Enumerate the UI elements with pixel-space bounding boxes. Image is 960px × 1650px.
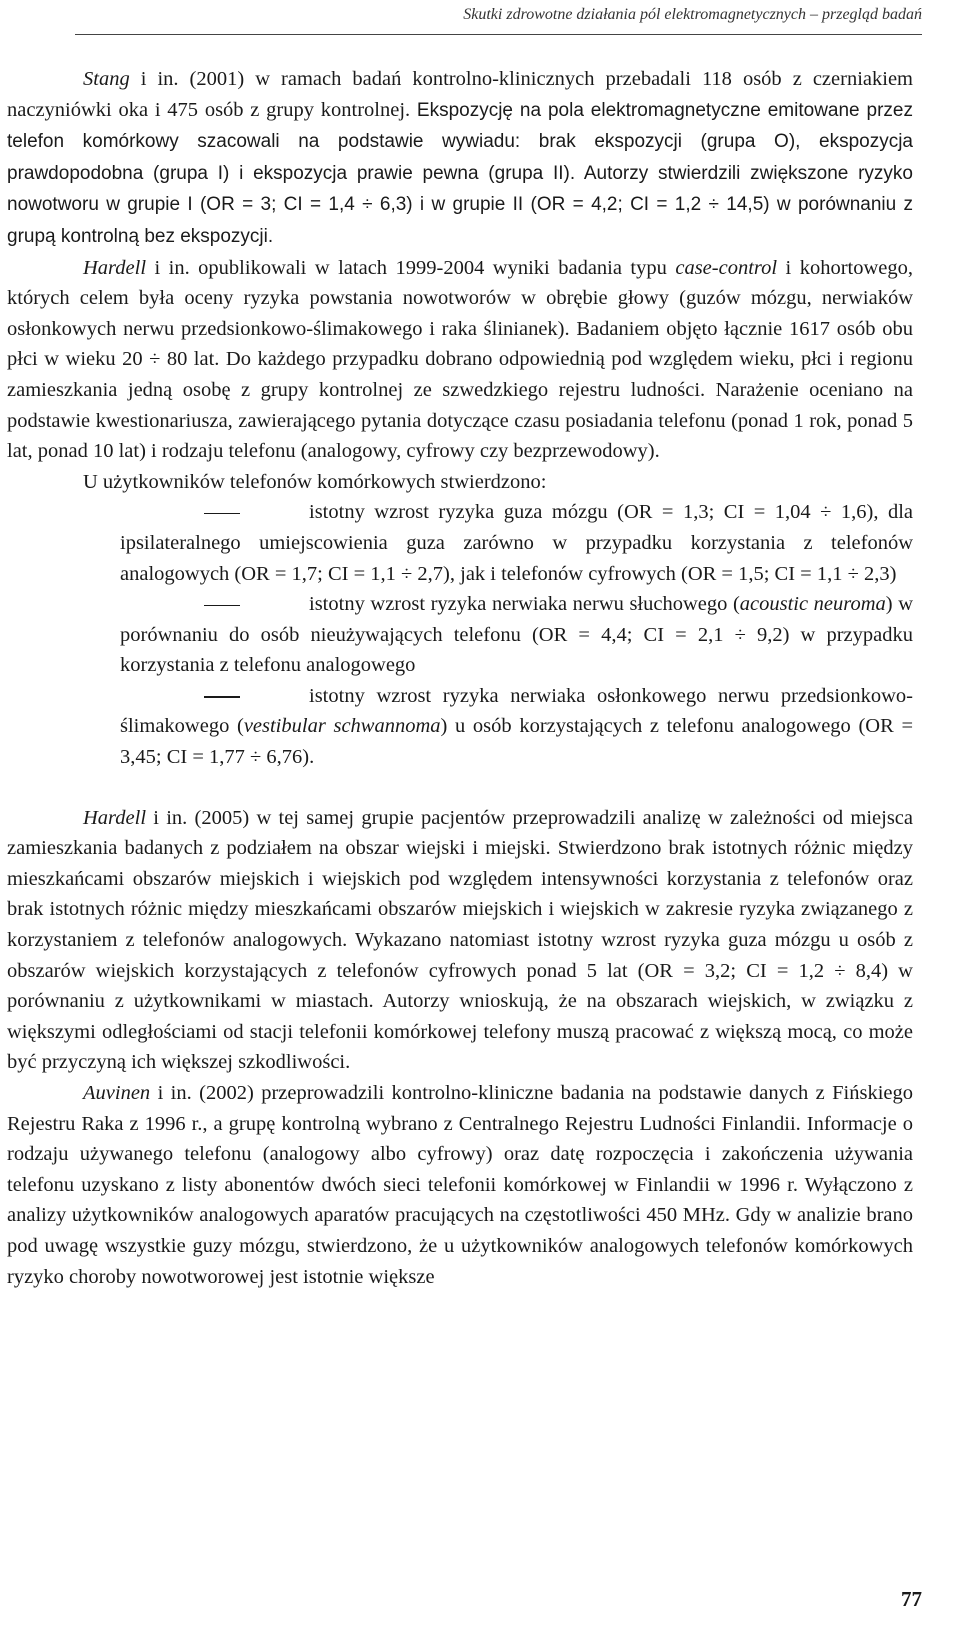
paragraph-text: i in. (2005) w tej samej grupie pacjentów przeprowadzili analizę w zależności od miejsca zamieszkania badanych z podziałem na obszar wiejski i miejski. Stwierdzono brak istotnych różnic między mieszkańcami obszarów miejskich i wiejskich pod względem intensywności korzystania z telefonów oraz brak istotnych różnic między mieszkańcami obszarów miejskich i wiejskich w zakresie ryzyka związanego z korzystaniem z telefonów analogowych. Wykazano natomiast istotny wzrost ryzyka guza mózgu u osób z obszarów wiejskich korzystających z telefonów cyfrowych ponad 5 lat (OR = 3,2; CI = 1,2 ÷ 8,4) w porównaniu z użytkownikami w miastach. Autorzy wnioskują, że na obszarach wiejskich, w związku z większymi odległościami od stacji telefonii komórkowej telefony muszą pracować z większą mocą, co może być przyczyną ich większej szkodliwości. [7,806,913,1074]
italic-term: case-control [675,256,778,279]
header-rule [75,34,922,35]
list-item [7,497,913,589]
paragraph-findings-intro: U użytkowników telefonów komórkowych stwierdzono: [83,470,547,493]
paragraph-text: i in. opublikowali w latach 1999-2004 wyniki badania typu [146,256,676,279]
dash-bullet [196,681,309,712]
paragraph-stang [7,64,913,253]
paragraph-hardell-1 [7,253,913,467]
dash-bullet [196,589,309,620]
author-name: Hardell [83,806,147,829]
author-name: Hardell [83,256,147,279]
italic-term: acoustic neuroma [739,593,886,616]
paragraph-text: i kohortowego, których celem była oceny ryzyka powstania nowotworów w obrębie głowy (guzów mózgu, nerwiaków osłonkowych nerwu przedsionkowo-ślimakowego i raka ślinianek). Badaniem objęto łącznie 1617 osób obu płci w wieku 20 ÷ 80 lat. Do każdego przypadku dobrano odpowiednią pod względem wieku, płci i regionu zamieszkania jedną osobę z grupy kontrolnej ze szwedzkiego rejestru ludności. Narażenie oceniano na podstawie kwestionariusza, zawierającego pytania dotyczące czasu posiadania telefonu (ponad 1 rok, ponad 5 lat, ponad 10 lat) i rodzaju telefonu (analogowy, cyfrowy czy bezprzewodowy). [7,256,914,463]
paragraph-auvinen [7,1078,913,1292]
list-item-text: ) u osób korzystających z telefonu analogowego (OR = 3,45; CI = 1,77 ÷ 6,76). [120,715,914,769]
list-item [7,681,913,773]
list-item [7,589,913,681]
body-text [7,64,913,1292]
list-item-text: istotny wzrost ryzyka nerwiaka nerwu słuchowego ( [309,593,740,616]
paragraph-hardell-2 [7,803,913,1078]
paragraph-text: i in. (2002) przeprowadzili kontrolno-kliniczne badania na podstawie danych z Fińskiego Rejestru Raka z 1996 r., a grupę kontrolną wybrano z Centralnego Rejestru Ludności Finlandii. Informacje o rodzaju używanego telefonu (analogowy albo cyfrowy) oraz datę rozpoczęcia i zakończenia używania telefonu uzyskano z listy abonentów dwóch sieci telefonii komórkowej w Finlandii w 1996 r. Wyłączono z analizy użytkowników analogowych aparatów pracujących na częstotliwości 450 MHz. Gdy w analizie brano pod uwagę wszystkie guzy mózgu, stwierdzono, że u użytkowników analogowych telefonów komórkowych ryzyko choroby nowotworowej jest istotnie większe [7,1082,913,1288]
author-name: Stang [83,68,130,90]
running-header: Skutki zdrowotne działania pól elektromagnetycznych – przegląd badań [463,6,922,23]
author-name: Auvinen [83,1082,151,1104]
italic-term: vestibular schwannoma [243,715,441,738]
paragraph-text: i in. (2001) w ramach badań kontrolno-klinicznych przebadali 118 osób z czerniakiem naczyniówki oka i 475 osób z grupy kontrolnej. [7,68,913,121]
paragraph-text-sans: Ekspozycję na pola elektromagnetyczne emitowane przez telefon komórkowy szacowali na podstawie wywiadu: brak ekspozycji (grupa O), ekspozycja prawdopodobna (grupa I) i ekspozycja prawie pewna (grupa II). Autorzy stwierdzili zwiększone ryzyko nowotworu w grupie I (OR = 3; CI = 1,4 ÷ 6,3) i w grupie II (OR = 4,2; CI = 1,2 ÷ 14,5) w porównaniu z grupą kontrolną bez ekspozycji. [7,99,913,247]
list-item-text: istotny wzrost ryzyka guza mózgu (OR = 1,3; CI = 1,04 ÷ 1,6), dla ipsilateralnego umiejscowienia guza zarówno w przypadku korzystania z telefonów analogowych (OR = 1,7; CI = 1,1 ÷ 2,7), jak i telefonów cyfrowych (OR = 1,5; CI = 1,1 ÷ 2,3) [120,501,913,585]
list-item-text: istotny wzrost ryzyka nerwiaka osłonkowego nerwu przedsionkowo-ślimakowego ( [120,684,913,738]
page-number: 77 [901,1587,922,1611]
dash-bullet [196,497,309,528]
list-item-text: ) w porównaniu do osób nieużywających telefonu (OR = 4,4; CI = 2,1 ÷ 9,2) w przypadku korzystania z telefonu analogowego [120,593,913,677]
